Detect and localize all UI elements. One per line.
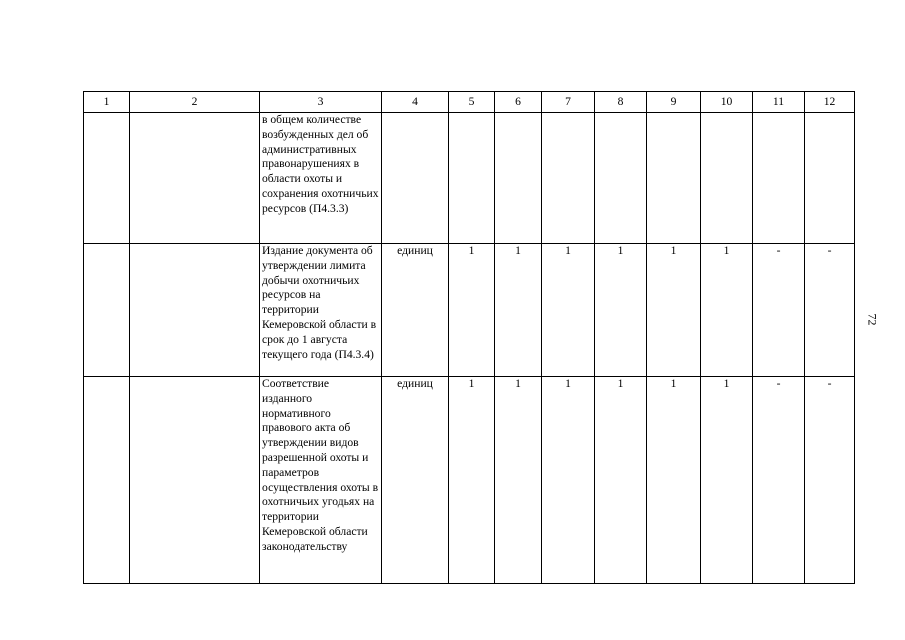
unit-cell: единиц: [382, 244, 449, 377]
column-header: 12: [805, 92, 855, 113]
indicators-table: [83, 91, 855, 584]
value-cell: [805, 113, 855, 244]
row-number-cell: [84, 377, 130, 584]
row-number-cell: [84, 244, 130, 377]
column-header: 3: [260, 92, 382, 113]
column-header: 2: [130, 92, 260, 113]
value-cell: [542, 113, 595, 244]
value-cell: 1: [647, 244, 701, 377]
column-header: 7: [542, 92, 595, 113]
value-cell: 1: [542, 244, 595, 377]
column-header: 6: [495, 92, 542, 113]
program-cell: [130, 377, 260, 584]
value-cell: 1: [595, 377, 647, 584]
value-cell: 1: [647, 377, 701, 584]
column-header: 4: [382, 92, 449, 113]
value-cell: [753, 113, 805, 244]
table-row: [84, 113, 855, 244]
value-cell: [701, 113, 753, 244]
value-cell: -: [805, 377, 855, 584]
value-cell: 1: [701, 377, 753, 584]
page-number: 72: [865, 313, 880, 326]
value-cell: 1: [542, 377, 595, 584]
column-header: 9: [647, 92, 701, 113]
column-header: 10: [701, 92, 753, 113]
value-cell: 1: [595, 244, 647, 377]
column-header: 1: [84, 92, 130, 113]
unit-cell: [382, 113, 449, 244]
unit-cell: единиц: [382, 377, 449, 584]
value-cell: [495, 113, 542, 244]
table-row: [84, 244, 855, 377]
value-cell: 1: [449, 244, 495, 377]
value-cell: 1: [495, 377, 542, 584]
table-row: [84, 377, 855, 584]
value-cell: -: [805, 244, 855, 377]
row-number-cell: [84, 113, 130, 244]
program-cell: [130, 113, 260, 244]
value-cell: [595, 113, 647, 244]
table-header-row: [84, 92, 855, 113]
value-cell: 1: [495, 244, 542, 377]
indicator-text: Издание документа об утверждении лимита добычи охотничьих ресурсов на территории Кемеровской области в срок до 1 августа текущего года (П4.3.4): [260, 244, 382, 377]
column-header: 8: [595, 92, 647, 113]
program-cell: [130, 244, 260, 377]
value-cell: [449, 113, 495, 244]
value-cell: -: [753, 244, 805, 377]
value-cell: -: [753, 377, 805, 584]
value-cell: 1: [449, 377, 495, 584]
column-header: 11: [753, 92, 805, 113]
value-cell: [647, 113, 701, 244]
indicator-text: в общем количестве возбужденных дел об административных правонарушениях в области охоты и сохранения охотничьих ресурсов (П4.3.3): [260, 113, 382, 244]
indicator-text: Соответствие изданного нормативного правового акта об утверждении видов разрешенной охоты и параметров осуществления охоты в охотничьих угодьях на территории Кемеровской области законодательству: [260, 377, 382, 584]
value-cell: 1: [701, 244, 753, 377]
column-header: 5: [449, 92, 495, 113]
